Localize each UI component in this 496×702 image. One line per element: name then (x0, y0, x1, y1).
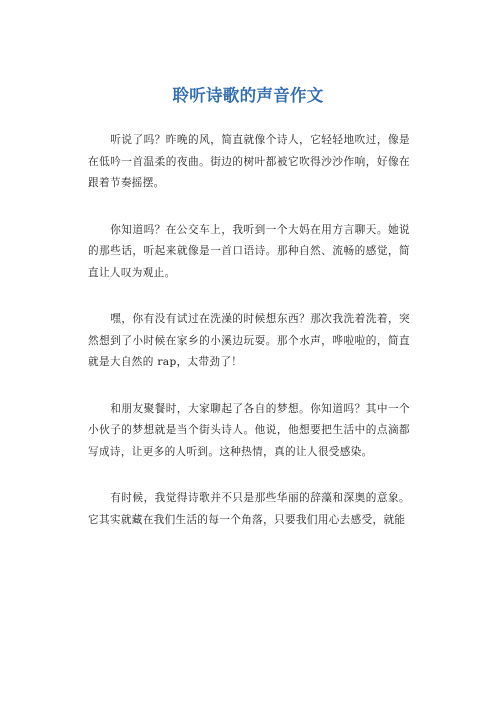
paragraph-4: 和朋友聚餐时，大家聊起了各自的梦想。你知道吗？其中一个小伙子的梦想就是当个街头诗人。他说，他想要把生活中的点滴都写成诗，让更多的人听到。这种热情，真的让人很受感染。 (88, 402, 410, 458)
paragraph-2: 你知道吗？在公交车上，我听到一个大妈在用方言聊天。她说的那些话，听起来就像是一首口语诗。那种自然、流畅的感觉，简直让人叹为观止。 (88, 223, 410, 279)
paragraph-3: 嘿，你有没有试过在洗澡的时候想东西？那次我洗着洗着，突然想到了小时候在家乡的小溪边玩耍。那个水声，哗啦啦的，简直就是大自然的 rap，太带劲了！ (88, 313, 410, 368)
paragraph-5: 有时候，我觉得诗歌并不只是那些华丽的辞藻和深奥的意象。它其实就藏在我们生活的每一个角落，只要我们用心去感受，就能 (88, 492, 410, 526)
document-title: 聆听诗歌的声音作文 (172, 86, 324, 105)
paragraph-1: 听说了吗？昨晚的风，简直就像个诗人，它轻轻地吹过，像是在低吟一首温柔的夜曲。街边的树叶都被它吹得沙沙作响，好像在跟着节奏摇摆。 (88, 134, 410, 189)
document-body (88, 130, 410, 556)
